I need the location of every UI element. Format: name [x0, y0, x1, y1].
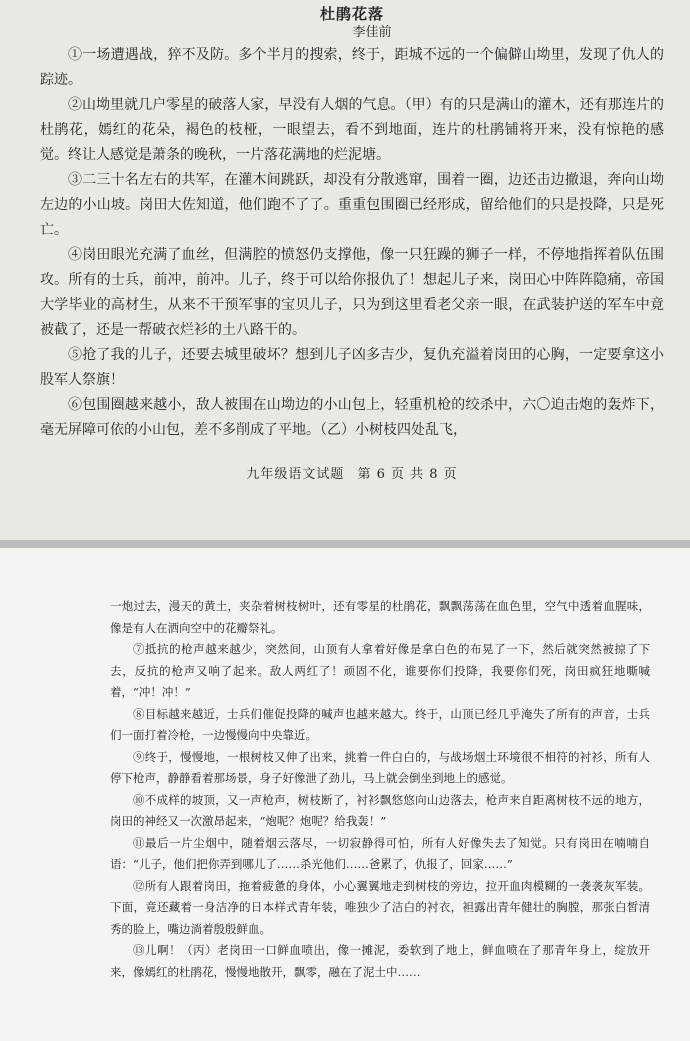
article-author: 李佳前 [352, 25, 392, 40]
paragraph-2: ②山坳里就几户零星的破落人家，早没有人烟的气息。（甲）有的只是满山的灌木，还有那连片的杜鹃花，嫣红的花朵，褐色的枝桠，一眼望去，看不到地面，连片的杜鹃铺将开来，没有惊艳的感觉。终让人感觉是萧条的晚秋，一片落花满地的烂泥塘。 [40, 97, 664, 163]
exam-page-lower [0, 548, 690, 1041]
exam-name: 九年级语文试题 [246, 467, 345, 482]
paragraph-10: ⑩不成样的坡顶，又一声枪声，树枝断了，衬衫飘悠悠向山边落去，枪声来自距离树枝不远的地方，岗田的神经又一次激昂起来，“炮呢？炮呢？给我轰！” [110, 792, 650, 828]
paragraph-5: ⑤抢了我的儿子，还要去城里破坏？想到儿子凶多吉少，复仇充溢着岗田的心胸，一定要拿这小股军人祭旗！ [40, 347, 664, 388]
article-title: 杜鹃花落 [319, 5, 384, 23]
paragraph-4: ④岗田眼光充满了血丝，但满腔的愤怒仍支撑他，像一只狂躁的狮子一样，不停地指挥着队伍围攻。所有的士兵，前冲，前冲。儿子，终于可以给你报仇了！想起儿子来，岗田心中阵阵隐痛，帝国大学毕业的高材生，从来不干预军事的宝贝儿子，只为到这里看老父亲一眼，在武装护送的军车中竟被截了，还是一帮破衣烂衫的土八路干的。 [40, 247, 664, 338]
paragraph-8: ⑧目标越来越近，士兵们催促投降的喊声也越来越大。终于，山顶已经几乎淹失了所有的声音，士兵们一面打着冷枪，一边慢慢向中央靠近。 [110, 706, 650, 742]
paragraph-6: ⑥包围圈越来越小，敌人被围在山坳边的小山包上，轻重机枪的绞杀中，六〇迫击炮的轰炸下，毫无屏障可依的小山包，差不多削成了平地。（乙）小树枝四处乱飞， [40, 397, 664, 438]
paragraph-9: ⑨终于，慢慢地，一根树枝又伸了出来，挑着一件白白的，与战场烟土环境很不相符的衬衫，所有人停下枪声，静静看着那场景，身子好像泄了劲儿，马上就会倒坐到地上的感觉。 [110, 749, 650, 785]
paragraph-1: ①一场遭遇战，猝不及防。多个半月的搜索，终于，距城不远的一个偏僻山坳里，发现了仇人的踪迹。 [40, 47, 664, 88]
paragraph-6-continued: 一炮过去，漫天的黄土，夹杂着树枝树叶，还有零星的杜鹃花，飘飘荡荡在血色里，空气中透着血腥味，像是有人在洒向空中的花瓣祭礼。 [110, 599, 650, 635]
paragraph-7: ⑦抵抗的枪声越来越少，突然间，山顶有人拿着好像是拿白色的布晃了一下，然后就突然被掠了下去，反抗的枪声又响了起来。敌人两红了！顽固不化，谁要你们投降，我要你们死，岗田疯狂地嘶喊着，“冲！冲！” [110, 642, 650, 699]
paragraph-13: ⑬儿啊！（丙）老岗田一口鲜血喷出，像一摊泥，委软到了地上，鲜血喷在了那青年身上，绽放开来，像嫣红的杜鹃花，慢慢地散开，飘零，融在了泥土中…… [110, 943, 650, 979]
page-footer [40, 463, 664, 482]
paragraph-12: ⑫所有人跟着岗田，拖着疲惫的身体，小心翼翼地走到树枝的旁边，拉开血肉模糊的一袭袭灰军装。下面，竟还藏着一身洁净的日本样式青年装，唯独少了洁白的衬衣，袒露出青年健壮的胸膛，那张白皙清秀的脸上，嘴边淌着殷殷鲜血。 [110, 878, 650, 936]
paragraph-11: ⑪最后一片尘烟中，随着烟云落尽，一切寂静得可怕，所有人好像失去了知觉。只有岗田在喃喃自语：“儿子，他们把你弄到哪儿了……杀光他们……爸累了，仇报了，回家……” [110, 835, 650, 871]
paragraph-3: ③二三十名左右的共军，在灌木间跳跃，却没有分散逃窜，围着一圈，边还击边撤退，奔向山坳左边的小山坡。岗田大佐知道，他们跑不了了。重重包围圈已经形成，留给他们的只是投降，只是死亡。 [40, 172, 664, 238]
page-number: 第 6 页 共 8 页 [357, 467, 458, 482]
page-gap [0, 540, 690, 548]
